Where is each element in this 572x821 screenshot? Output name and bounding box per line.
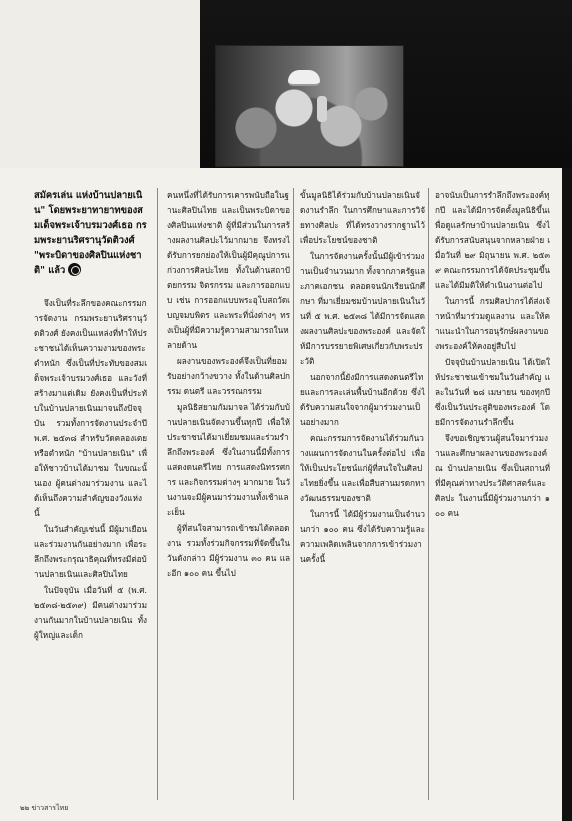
body-paragraph: คณะกรรมการจัดงานได้ร่วมกันวางแผนการจัดงานในครั้งต่อไป เพื่อให้เป็นประโยชน์แก่ผู้ที่สนใจในศิลปะไทยยิ่งขึ้น และเพื่อสืบสานมรดกทางวัฒนธรรมของชาติ [300,433,425,503]
body-paragraph: จึงขอเชิญชวนผู้สนใจมาร่วมงานและศึกษาผลงานของพระองค์ ณ บ้านปลายเนิน ซึ่งเป็นสถานที่ที่มีคุณค่าทางประวัติศาสตร์และศิลปะ ในงานนี้มีผู้ร่วมงานกว่า ๑๐๐ คน [435,433,550,518]
right-edge-strip [562,168,572,821]
body-paragraph: นอกจากนี้ยังมีการแสดงดนตรีไทยและการละเล่นพื้นบ้านอีกด้วย ซึ่งได้รับความสนใจจากผู้มาร่วมงานเป็นอย่างมาก [300,372,425,427]
body-paragraph: ในปัจจุบัน เมื่อวันที่ ๕ (พ.ศ. ๒๕๓๘-๒๕๓๙) มีคนต่างมาร่วมงานกันมากในบ้านปลายเนิน ทั้งผู้ใหญ่และเด็ก [34,585,147,640]
column-3 [300,188,425,800]
lead-paragraph [34,188,147,278]
body-paragraph: ในวันสำคัญเช่นนี้ มีผู้มาเยือนและร่วมงานกันอย่างมาก เพื่อระลึกถึงพระกรุณาธิคุณที่ทรงมีต่อบ้านปลายเนินและศิลปินไทย [34,524,147,579]
article-columns [34,188,550,800]
white-cap-figure [288,70,320,86]
body-paragraph: ผู้ที่สนใจสามารถเข้าชมได้ตลอดงาน รวมทั้งร่วมกิจกรรมที่จัดขึ้นในวันดังกล่าว มีผู้ร่วมงาน ๓๐ คน และอีก ๑๐๐ คน ขึ้นไป [167,523,290,578]
body-paragraph: อาจนับเป็นการรำลึกถึงพระองค์ทุกปี และได้มีการจัดตั้งมูลนิธิขึ้นเพื่อดูแลรักษาบ้านปลายเนิน ซึ่งได้รับการสนับสนุนจากหลายฝ่าย เมื่อวันที่ ๒๙ มิถุนายน พ.ศ. ๒๕๓๙ คณะกรรมการได้จัดประชุมขึ้น และได้มีมติให้ดำเนินงานต่อไป [435,190,550,290]
body-paragraph: ในการนี้ ได้มีผู้ร่วมงานเป็นจำนวนกว่า ๑๐๐ คน ซึ่งได้รับความรู้และความเพลิดเพลินจากการเข้าร่วมงานครั้งนี้ [300,509,425,564]
column-1 [34,188,147,800]
bottle-figure [317,96,327,122]
page-footer: ๒๒ ข่าวสารไทย [20,804,69,812]
circle-emblem-icon [68,263,81,276]
column-divider [428,188,429,800]
body-paragraph: ในการจัดงานครั้งนั้นมีผู้เข้าร่วมงานเป็นจำนวนมาก ทั้งจากภาครัฐและภาคเอกชน ตลอดจนนักเรียนนักศึกษา ที่มาเยี่ยมชมบ้านปลายเนินในวันที่ ๕ พ.ศ. ๒๕๓๘ ได้มีการจัดแสดงผลงานศิลปะของพระองค์ และจัดให้มีการบรรยายพิเศษเกี่ยวกับพระประวัติ [300,251,425,366]
column-divider [293,188,294,800]
lead-text: สมัครเล่น แห่งบ้านปลายเนิน" โดยพระยาทายาทของสมเด็จพระเจ้าบรมวงศ์เธอ กรมพระยานริศรานุวัดติวงศ์ "พระบิดาของศิลปินแห่งชาติ" แล้ว [34,190,147,276]
event-photo [215,45,404,167]
body-paragraph: ขั้นมูลนิธิได้ร่วมกับบ้านปลายเนินจัดงานรำลึก ในการศึกษาและการวิจัยทางศิลปะ ที่ได้ทรงวางรากฐานไว้ เพื่อประโยชน์ของชาติ [300,190,425,245]
body-paragraph: จึงเป็นที่ระลึกของคณะกรรมการจัดงาน กรมพระยานริศรานุวัดติวงศ์ ยังคงเป็นแหล่งที่ทำให้ประชาชนได้เห็นความงามของพระตำหนัก ซึ่งเป็นที่ประทับของสมเด็จพระเจ้าบรมวงศ์เธอ และวังที่สร้างมาแต่เดิม ยังคงเป็นที่ประทับในบ้านปลายเนินมาจนถึงปัจจุบัน รวมทั้งการจัดงานประจำปี พ.ศ. ๒๕๓๘ สำหรับวัดคลองเตย หรือตำหนัก "บ้านปลายเนิน" เพื่อให้ชาวบ้านได้มาชม ในขณะนั้นเอง ผู้คนต่างมาร่วมงาน และได้เห็นถึงความสำคัญของวังแห่งนี้ [34,298,147,518]
column-2 [167,188,290,800]
body-paragraph: คนหนึ่งที่ได้รับการเคารพนับถือในฐานะศิลปินไทย และเป็นพระบิดาของศิลปินแห่งชาติ ผู้ที่มีส่วนในการสร้างผลงานศิลปะไว้มากมาย จึงทรงได้รับการยกย่องให้เป็นผู้มีคุณูปการแก่วงการศิลปะไทย ทั้งในด้านสถาปัตยกรรม จิตรกรรม และการออกแบบ เช่น การออกแบบพระอุโบสถวัดเบญจมบพิตร และพระที่นั่งต่างๆ ทรงเป็นผู้ที่มีความรู้ความสามารถในหลายด้าน [167,190,290,350]
body-paragraph: ผลงานของพระองค์จึงเป็นที่ยอมรับอย่างกว้างขวาง ทั้งในด้านศิลปกรรม ดนตรี และวรรณกรรม [167,356,290,396]
body-paragraph: ในการนี้ กรมศิลปากรได้ส่งเจ้าหน้าที่มาร่วมดูแลงาน และให้คำแนะนำในการอนุรักษ์ผลงานของพระองค์ให้คงอยู่สืบไป [435,296,550,351]
column-4 [435,188,550,800]
column-divider [157,188,158,800]
body-paragraph: มูลนิธิสยามกัมมาจล ได้ร่วมกับบ้านปลายเนินจัดงานขึ้นทุกปี เพื่อให้ประชาชนได้มาเยี่ยมชมและร่วมรำลึกถึงพระองค์ ซึ่งในงานนี้มีทั้งการแสดงดนตรีไทย การแสดงนิทรรศการ และกิจกรรมต่างๆ มากมาย ในวันงานจะมีผู้คนมาร่วมงานทั้งเช้าและเย็น [167,402,290,517]
body-paragraph: ปัจจุบันบ้านปลายเนิน ได้เปิดให้ประชาชนเข้าชมในวันสำคัญ และในวันที่ ๒๘ เมษายน ของทุกปี ซึ่งเป็นวันประสูติของพระองค์ โดยมีการจัดงานรำลึกขึ้น [435,357,550,427]
